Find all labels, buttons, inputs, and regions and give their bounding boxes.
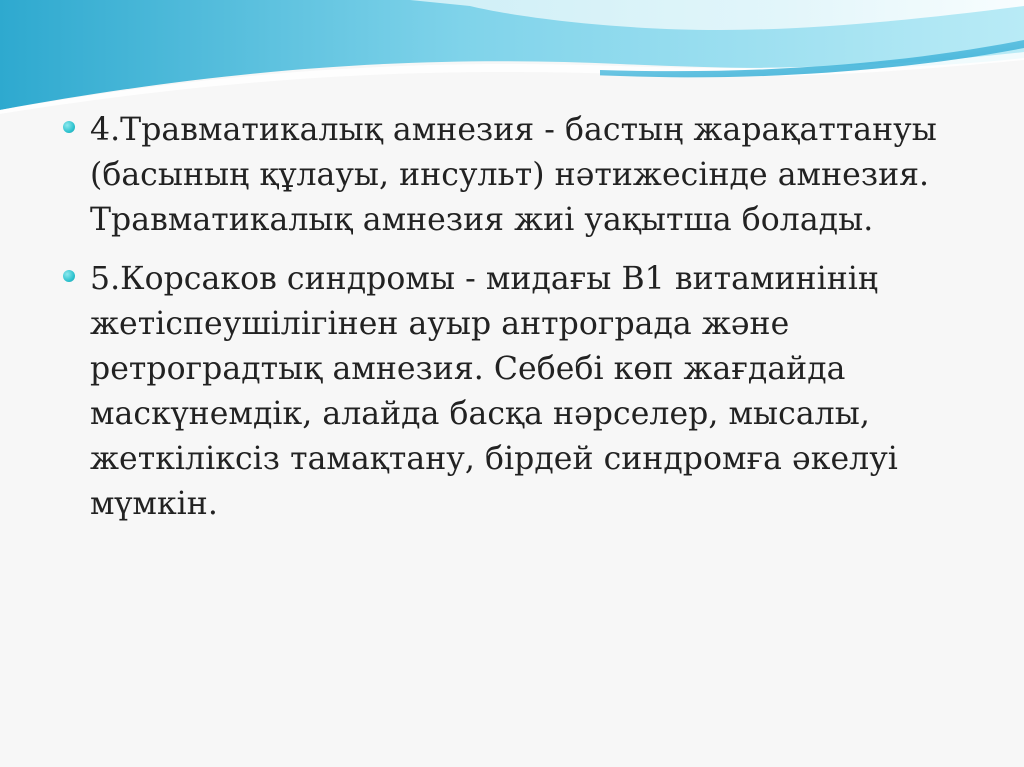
bullet-dot-icon: [63, 121, 75, 133]
bullet-item-2: [62, 257, 962, 527]
header-wave-decoration: [0, 0, 1024, 120]
bullet-text: 5.Корсаков синдромы - мидағы В1 витаминінің жетіспеушілігінен ауыр антроградa және ретроградтық амнезия. Себебі көп жағдайда маскүнемдік, алайда басқа нәрселер, мысалы, жеткіліксіз тамақтану, бірдей синдромға әкелуі мүмкін.: [90, 261, 898, 522]
bullet-item-1: [62, 108, 962, 243]
bullet-dot-icon: [63, 270, 75, 282]
bullet-text: 4.Травматикалық амнезия - бастың жарақаттануы (басының құлауы, инсульт) нәтижесінде амнезия. Травматикалық амнезия жиі уақытша болады.: [90, 112, 937, 238]
slide-content: [62, 108, 962, 541]
